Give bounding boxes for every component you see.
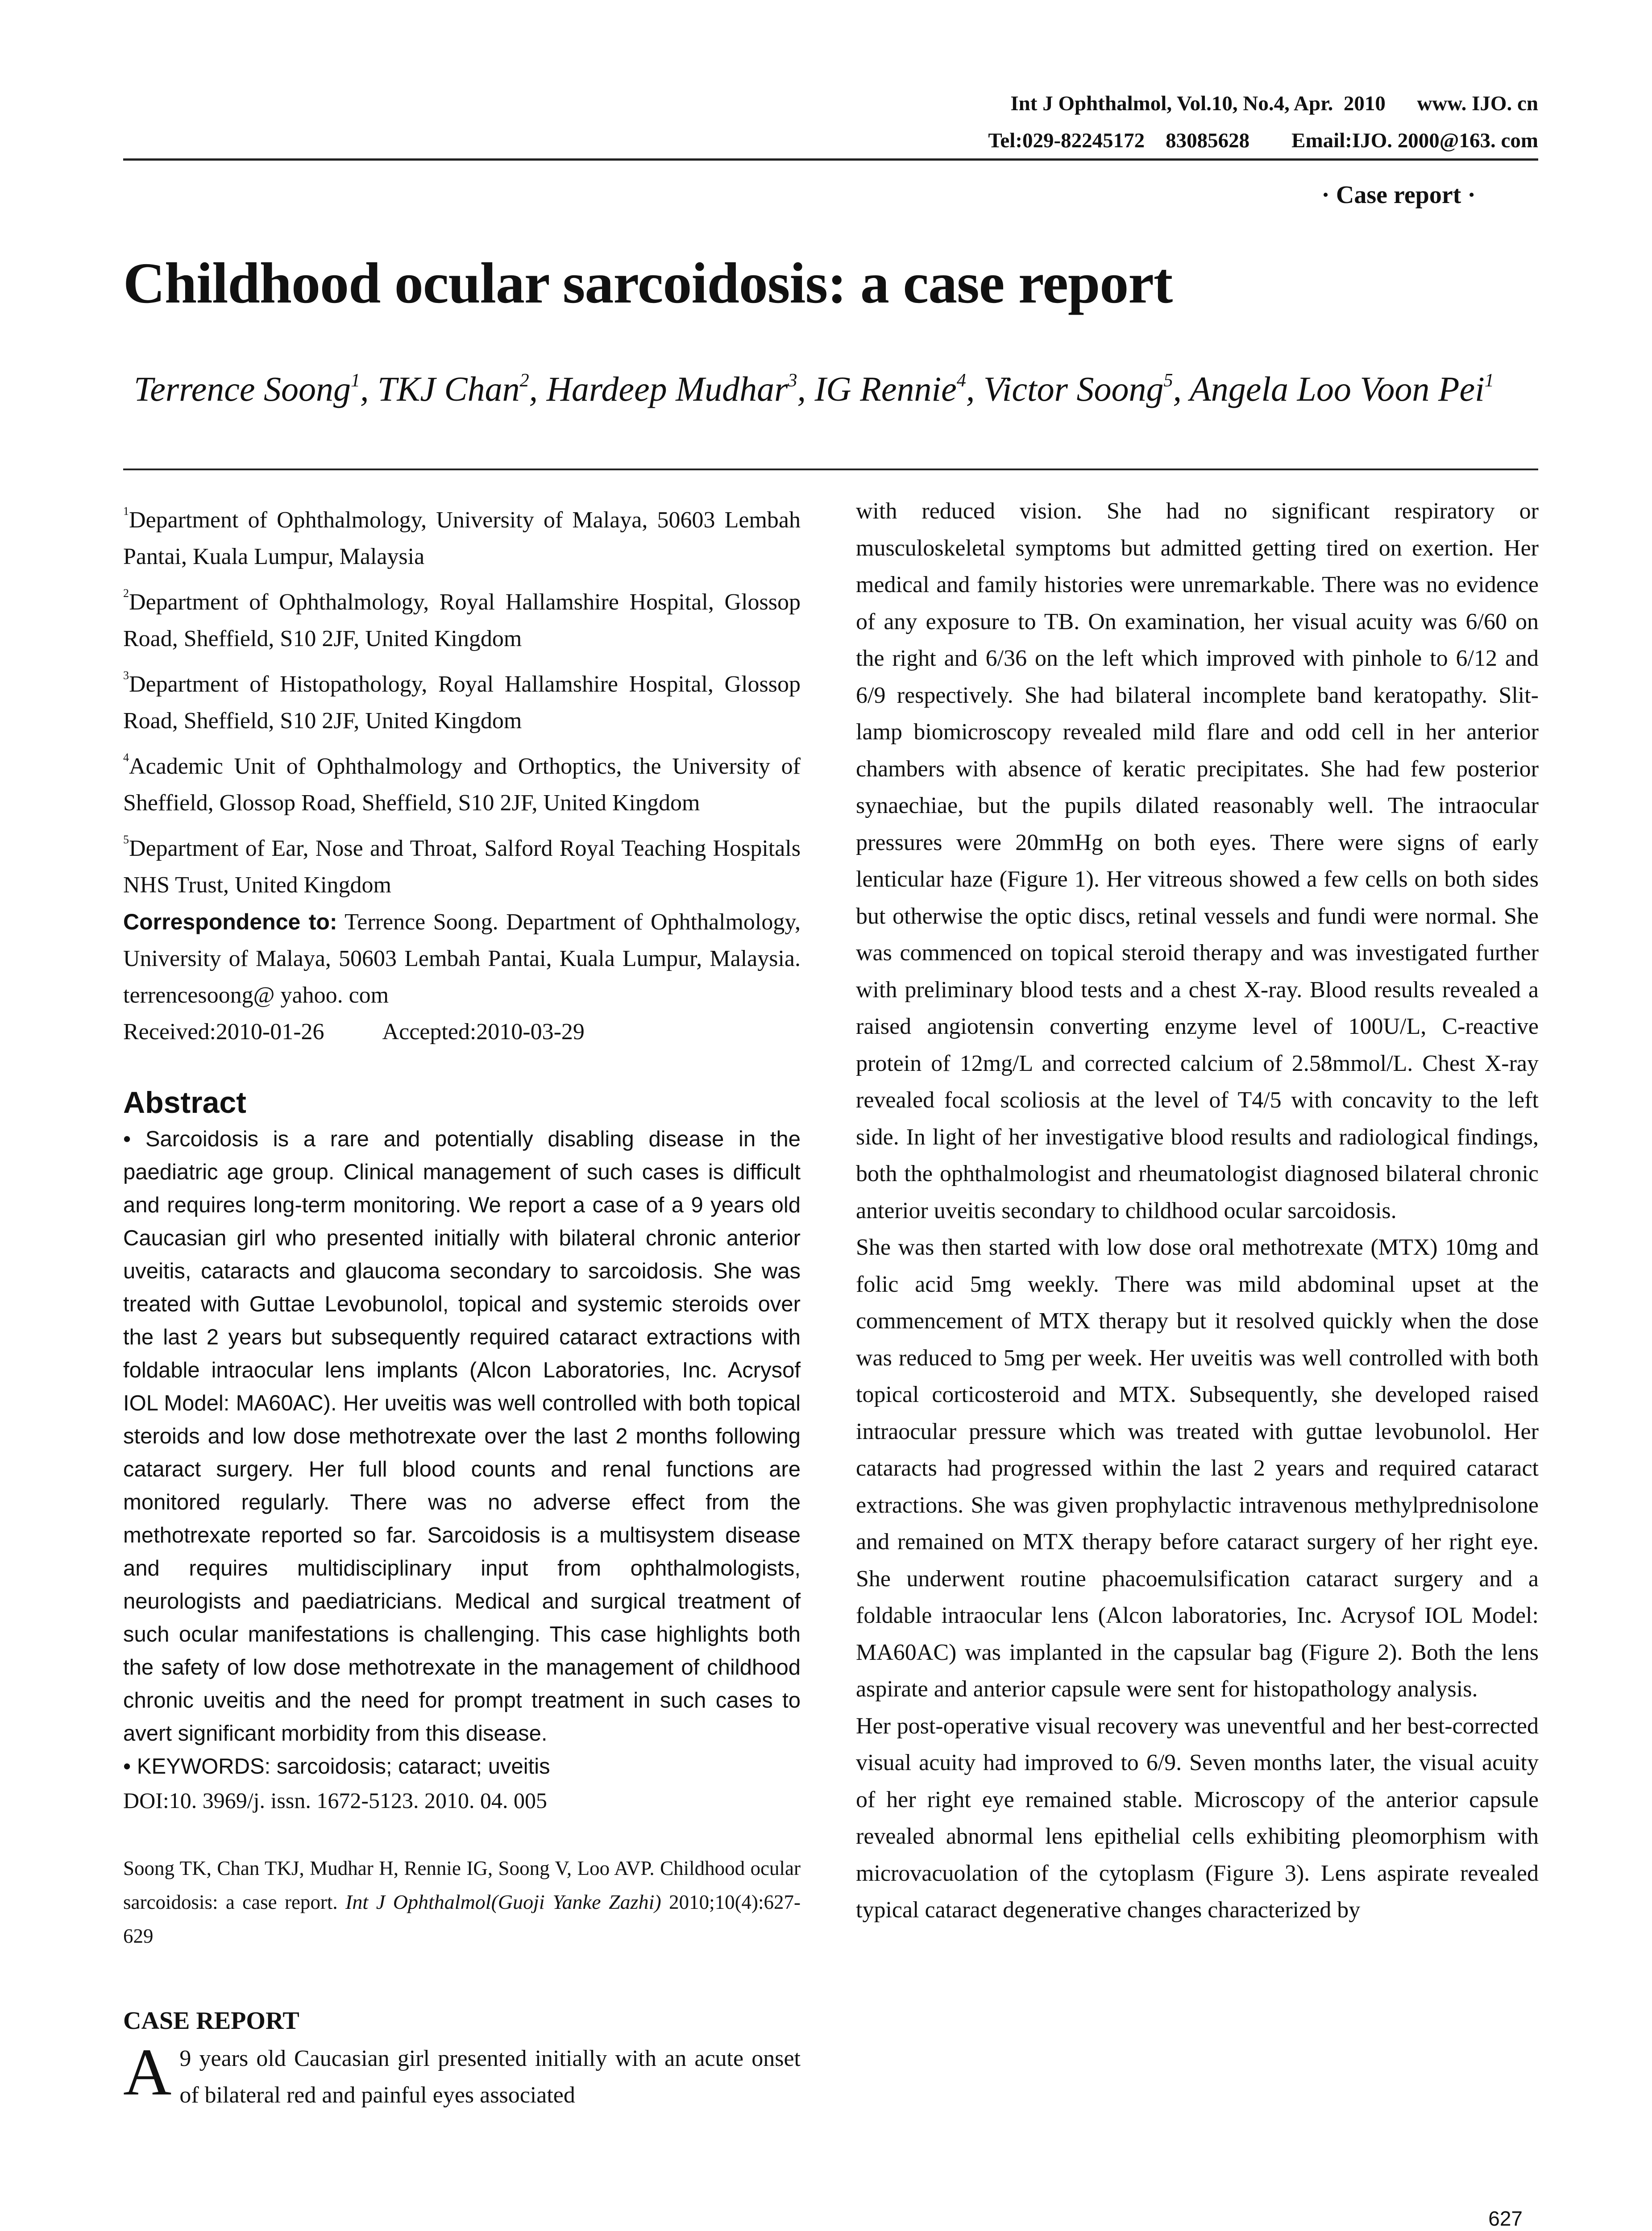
affiliation: $^5$Department of Ear, Nose and Throat, Salford Royal Teaching Hospitals NHS Trust, United Kingdom: [123, 833, 801, 898]
article-title: Childhood ocular sarcoidosis: a case report: [123, 251, 1173, 315]
received-date: Received:2010-01-26: [123, 1019, 324, 1045]
body-paragraph: with reduced vision. She had no significant respiratory or musculoskeletal symptoms but admitted getting tired on exertion. Her medical and family histories were unremarkable. There was no evidence of any exposure to TB. On examination, her visual acuity was 6/60 on the right and 6/36 on the left which improved with pinhole to 6/12 and 6/9 respectively. She had bilateral incomplete band keratopathy. Slit-lamp biomicroscopy revealed mild flare and odd cell in her anterior chambers with absence of keratic precipitates. She had few posterior synaechiae, but the pupils dilated reasonably well. The intraocular pressures were 20mmHg on both eyes. There were signs of early lenticular haze (Figure 1). Her vitreous showed a few cells on both sides but otherwise the optic discs, retinal vessels and fundi were normal. She was commenced on topical steroid therapy and was investigated further with preliminary blood tests and a chest X-ray. Blood results revealed a raised angiotensin converting enzyme level of 100U/L, C-reactive protein of 12mg/L and corrected calcium of 2.58mmol/L. Chest X-ray revealed focal scoliosis at the level of T4/5 with concavity to the left side. In light of her investigative blood results and radiological findings, both the ophthalmologist and rheumatologist diagnosed bilateral chronic anterior uveitis secondary to childhood ocular sarcoidosis.: [856, 498, 1539, 1223]
journal-header-line-2: Tel:029-82245172 83085628 Email:IJO. 2000@163. com: [988, 129, 1538, 152]
affiliation: $^4$Academic Unit of Ophthalmology and Orthoptics, the University of Sheffield, Glossop Road, Sheffield, S10 2JF, United Kingdom: [123, 751, 801, 816]
affiliation: $^1$Department of Ophthalmology, University of Malaya, 50603 Lembah Pantai, Kuala Lumpur, Malaysia: [123, 505, 801, 569]
author: IG Rennie$^4$: [814, 369, 966, 408]
author-list: Terrence Soong$^1$, TKJ Chan$^2$, Hardeep Mudhar$^3$, IG Rennie$^4$, Victor Soong$^5$, Angela Loo Voon Pei$^1$: [134, 369, 1494, 408]
author: Victor Soong$^5$: [983, 369, 1173, 408]
abstract-heading: Abstract: [123, 1086, 246, 1120]
correspondence: Correspondence to: Terrence Soong. Department of Ophthalmology, University of Malaya, 50603 Lembah Pantai, Kuala Lumpur, Malaysia. terrencesoong@ yahoo. com: [123, 909, 801, 1008]
case-report-intro: A 9 years old Caucasian girl presented initially with an acute onset of bilateral red and painful eyes associated: [123, 2035, 801, 2109]
journal-header-line-1: Int J Ophthalmol, Vol.10, No.4, Apr. 2010 www. IJO. cn: [1010, 92, 1538, 115]
drop-cap: A: [123, 2035, 172, 2109]
author: Hardeep Mudhar$^3$: [546, 369, 797, 408]
body-paragraph: Her post-operative visual recovery was uneventful and her best-corrected visual acuity had improved to 6/9. Seven months later, the visual acuity of her right eye remained stable. Microscopy of the anterior capsule revealed abnormal lens epithelial cells exhibiting pleomorphism with microvacuolation of the cytoplasm (Figure 3). Lens aspirate revealed typical cataract degenerative changes characterized by: [856, 1713, 1539, 1923]
abstract-text: • Sarcoidosis is a rare and potentially disabling disease in the paediatric age group. Clinical management of such cases is difficult and requires long-term monitoring. We report a case of a 9 years old Caucasian girl who presented initially with bilateral chronic anterior uveitis, cataracts and glaucoma secondary to sarcoidosis. She was treated with Guttae Levobunolol, topical and systemic steroids over the last 2 years but subsequently required cataract extractions with foldable intraocular lens implants (Alcon Laboratories, Inc. Acrysof IOL Model: MA60AC). Her uveitis was well controlled with both topical steroids and low dose methotrexate over the last 2 months following cataract surgery. Her full blood counts and renal functions are monitored regularly. There was no adverse effect from the methotrexate reported so far. Sarcoidosis is a multisystem disease and requires multidisciplinary input from ophthalmologists, neurologists and paediatricians. Medical and surgical treatment of such ocular manifestations is challenging. This case highlights both the safety of low dose methotrexate in the management of childhood chronic uveitis and the need for prompt treatment in such cases to avert significant morbidity from this disease.: [123, 1127, 801, 1746]
abstract: [123, 1123, 801, 1783]
case-report-heading: CASE REPORT: [123, 2007, 299, 2035]
citation-journal: Int J Ophthalmol(Guoji Yanke Zazhi): [345, 1891, 661, 1913]
accepted-date: Accepted:2010-03-29: [382, 1019, 585, 1045]
affiliation: $^3$Department of Histopathology, Royal Hallamshire Hospital, Glossop Road, Sheffield, S10 2JF, United Kingdom: [123, 669, 801, 734]
right-column: [856, 493, 1539, 1929]
title-divider: [123, 469, 1538, 470]
section-label: · Case report ·: [1321, 181, 1476, 209]
affiliations: [123, 493, 801, 904]
author: Terrence Soong$^1$: [134, 369, 361, 408]
correspondence-label: Correspondence to:: [123, 909, 337, 934]
author: Angela Loo Voon Pei$^1$: [1190, 369, 1494, 408]
doi: DOI:10. 3969/j. issn. 1672-5123. 2010. 04. 005: [123, 1788, 547, 1813]
header-divider: [123, 158, 1538, 161]
keywords: • KEYWORDS: sarcoidosis; cataract; uveitis: [123, 1754, 550, 1779]
dates: [123, 1014, 801, 1050]
author: TKJ Chan$^2$: [378, 369, 529, 408]
left-column: [123, 493, 801, 2114]
body-paragraph: She was then started with low dose oral methotrexate (MTX) 10mg and folic acid 5mg weekly. There was mild abdominal upset at the commencement of MTX therapy but it resolved quickly when the dose was reduced to 5mg per week. Her uveitis was well controlled with both topical corticosteroid and MTX. Subsequently, she developed raised intraocular pressure which was treated with guttae levobunolol. Her cataracts had progressed within the last 2 years and required cataract extractions. She was given prophylactic intravenous methylprednisolone and remained on MTX therapy before cataract surgery of her right eye. She underwent routine phacoemulsification cataract surgery and a foldable intraocular lens (Alcon laboratories, Inc. Acrysof IOL Model: MA60AC) was implanted in the capsular bag (Figure 2). Both the lens aspirate and anterior capsule were sent for histopathology analysis.: [856, 1235, 1539, 1702]
citation: Soong TK, Chan TKJ, Mudhar H, Rennie IG, Soong V, Loo AVP. Childhood ocular sarcoidosis: a case report. Int J Ophthalmol(Guoji Yanke Zazhi) 2010;10(4):627-629: [123, 1857, 801, 1947]
page-number: 627: [1488, 2207, 1523, 2230]
affiliation: $^2$Department of Ophthalmology, Royal Hallamshire Hospital, Glossop Road, Sheffield, S10 2JF, United Kingdom: [123, 587, 801, 651]
